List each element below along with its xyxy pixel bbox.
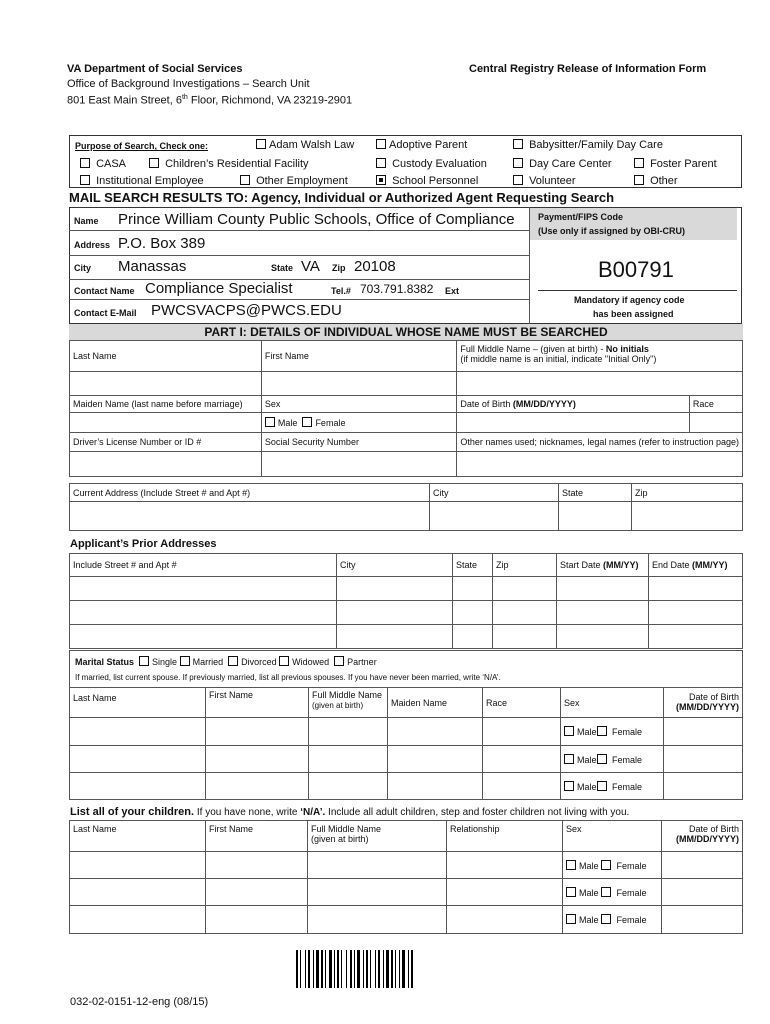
barcode-bar xyxy=(411,950,413,988)
email-label: Contact E-Mail xyxy=(74,308,137,318)
checkbox-male[interactable] xyxy=(564,754,574,764)
table-cell[interactable] xyxy=(483,718,561,746)
table-cell[interactable] xyxy=(70,746,206,773)
table-cell[interactable] xyxy=(447,906,563,934)
table-cell[interactable] xyxy=(493,577,557,601)
prior-state-label: State xyxy=(453,554,493,577)
ssn-input[interactable] xyxy=(261,452,456,477)
table-cell[interactable] xyxy=(483,773,561,800)
dl-label: Driver’s License Number or ID # xyxy=(70,433,262,452)
city-field[interactable]: Manassas xyxy=(118,258,187,275)
barcode-bar xyxy=(341,950,342,988)
table-cell[interactable] xyxy=(557,577,649,601)
tel-field[interactable]: 703.791.8382 xyxy=(360,282,434,296)
spouse-table xyxy=(69,687,743,800)
checkbox-other[interactable] xyxy=(634,175,644,185)
ssn-label: Social Security Number xyxy=(261,433,456,452)
checkbox-school-checked[interactable] xyxy=(376,175,386,185)
table-cell[interactable] xyxy=(206,906,308,934)
last-name-input[interactable] xyxy=(70,372,262,396)
fips-note: (Use only if assigned by OBI-CRU) xyxy=(538,226,686,236)
children-heading: List all of your children. If you have none, write ‘N/A’. Include all adult children, step and foster children not living with you. xyxy=(70,806,630,818)
purpose-option-other[interactable]: Other xyxy=(634,175,678,187)
office-name: Office of Background Investigations – Search Unit xyxy=(67,78,310,90)
contact-name-field[interactable]: Compliance Specialist xyxy=(145,280,293,297)
checkbox-divorced[interactable] xyxy=(228,656,238,666)
mandatory-note-2: has been assigned xyxy=(593,309,674,319)
middle-name-label: Full Middle Name – (given at birth) - No initials (if middle name is an initial, indicate "Initial Only") xyxy=(457,341,743,372)
barcode-bar xyxy=(337,950,339,988)
agency-name: VA Department of Social Services xyxy=(67,63,243,75)
table-cell[interactable] xyxy=(309,746,388,773)
table-cell[interactable] xyxy=(664,718,743,746)
prior-addresses-heading: Applicant’s Prior Addresses xyxy=(70,538,217,550)
checkbox-female[interactable] xyxy=(601,887,611,897)
table-cell[interactable] xyxy=(483,746,561,773)
part1-heading: PART I: DETAILS OF INDIVIDUAL WHOSE NAME MUST BE SEARCHED xyxy=(69,324,743,340)
checkbox-institutional[interactable] xyxy=(80,175,90,185)
barcode-bar xyxy=(363,950,364,988)
purpose-option-institutional[interactable]: Institutional Employee xyxy=(80,175,204,187)
purpose-option-other-employment[interactable]: Other Employment xyxy=(240,175,348,187)
dob-input[interactable] xyxy=(457,413,689,433)
child-dob-label: Date of Birth (MM/DD/YYYY) xyxy=(662,821,743,852)
purpose-option-school[interactable]: School Personnel xyxy=(376,175,478,187)
table-row xyxy=(70,879,743,906)
divider xyxy=(69,230,529,231)
fips-line xyxy=(538,290,737,291)
sex-label: Sex xyxy=(261,396,456,413)
checkbox-male[interactable] xyxy=(564,781,574,791)
children-table xyxy=(69,820,743,934)
maiden-name-input[interactable] xyxy=(70,413,262,433)
sex-options: Male Female xyxy=(563,852,662,879)
sex-options: Male Female xyxy=(261,413,456,433)
table-cell[interactable] xyxy=(309,718,388,746)
child-middle-label: Full Middle Name (given at birth) xyxy=(308,821,447,852)
table-cell[interactable] xyxy=(206,852,308,879)
barcode-bar xyxy=(325,950,326,988)
table-cell[interactable] xyxy=(70,879,206,906)
barcode-bar xyxy=(395,950,396,988)
divider xyxy=(69,279,529,280)
barcode-bar xyxy=(408,950,409,988)
table-row xyxy=(70,773,743,800)
barcode-bar xyxy=(346,950,347,988)
zip-label: Zip xyxy=(332,263,346,273)
sex-options: Male Female xyxy=(563,879,662,906)
checkbox-female[interactable] xyxy=(601,914,611,924)
table-cell[interactable] xyxy=(557,625,649,649)
table-cell[interactable] xyxy=(308,852,447,879)
address-label: Address xyxy=(74,240,111,250)
table-cell[interactable] xyxy=(388,773,483,800)
current-address-input[interactable] xyxy=(70,502,430,531)
purpose-option-adam-walsh[interactable]: Adam Walsh Law xyxy=(256,139,354,151)
table-cell[interactable] xyxy=(337,625,453,649)
barcode-bar xyxy=(370,950,371,988)
barcode-bar xyxy=(321,950,323,988)
child-first-name-label: First Name xyxy=(206,821,308,852)
barcode-bar xyxy=(354,950,355,988)
sex-options: Male Female xyxy=(561,746,664,773)
table-cell[interactable] xyxy=(662,879,743,906)
current-zip-input[interactable] xyxy=(632,502,743,531)
barcode-bar xyxy=(350,950,352,988)
checkbox-widowed[interactable] xyxy=(279,656,289,666)
city-col-label: City xyxy=(430,484,559,502)
office-address: 801 East Main Street, 6th Floor, Richmond, VA 23219-2901 xyxy=(67,94,353,107)
checkbox-female[interactable] xyxy=(601,860,611,870)
checkbox-custody[interactable] xyxy=(376,158,386,168)
table-cell[interactable] xyxy=(70,852,206,879)
checkbox-babysitter[interactable] xyxy=(513,139,523,149)
checkbox-other-employment[interactable] xyxy=(240,175,250,185)
table-cell[interactable] xyxy=(649,625,743,649)
form-title: Central Registry Release of Information Form xyxy=(469,63,707,75)
table-cell[interactable] xyxy=(206,746,309,773)
table-cell[interactable] xyxy=(308,906,447,934)
last-name-label: Last Name xyxy=(70,341,262,372)
middle-name-input[interactable] xyxy=(457,372,743,396)
table-row xyxy=(70,906,743,934)
purpose-option-babysitter[interactable]: Babysitter/Family Day Care xyxy=(513,139,663,151)
spouse-last-name-label: Last Name xyxy=(70,688,206,718)
table-cell[interactable] xyxy=(70,625,337,649)
zip-col-label: Zip xyxy=(632,484,743,502)
state-label: State xyxy=(271,263,294,273)
address-field[interactable]: P.O. Box 389 xyxy=(118,235,206,252)
barcode-bar xyxy=(402,950,405,988)
purpose-option-casa[interactable]: CASA xyxy=(80,158,126,170)
table-cell[interactable] xyxy=(309,773,388,800)
barcode-bar xyxy=(296,950,298,988)
checkbox-female[interactable] xyxy=(597,726,607,736)
table-cell[interactable] xyxy=(664,746,743,773)
prior-addresses-table xyxy=(69,553,743,649)
table-cell[interactable] xyxy=(70,906,206,934)
race-label: Race xyxy=(689,396,742,413)
child-sex-label: Sex xyxy=(563,821,662,852)
name-label: Name xyxy=(74,216,99,226)
checkbox-day-care[interactable] xyxy=(513,158,523,168)
spouse-race-label: Race xyxy=(483,688,561,718)
checkbox-partner[interactable] xyxy=(334,656,344,666)
first-name-label: First Name xyxy=(261,341,456,372)
checkbox-male[interactable] xyxy=(564,726,574,736)
table-row xyxy=(70,718,743,746)
mail-heading: MAIL SEARCH RESULTS TO: Agency, Individual or Authorized Agent Requesting Search xyxy=(69,190,615,205)
race-input[interactable] xyxy=(689,413,742,433)
checkbox-male[interactable] xyxy=(566,860,576,870)
table-cell[interactable] xyxy=(337,601,453,625)
checkbox-foster[interactable] xyxy=(634,158,644,168)
prior-city-label: City xyxy=(337,554,453,577)
current-city-input[interactable] xyxy=(430,502,559,531)
marital-note: If married, list current spouse. If previously married, list all previous spouses. If you have never been married, write ‘N/A’. xyxy=(75,673,501,682)
barcode-bar xyxy=(305,950,306,988)
purpose-option-day-care[interactable]: Day Care Center xyxy=(513,158,612,170)
checkbox-male[interactable] xyxy=(566,887,576,897)
table-cell[interactable] xyxy=(388,746,483,773)
purpose-label: Purpose of Search, Check one: xyxy=(75,141,209,151)
barcode-bar xyxy=(375,950,376,988)
barcode-bar xyxy=(313,950,314,988)
state-col-label: State xyxy=(559,484,632,502)
checkbox-male[interactable] xyxy=(566,914,576,924)
current-address-table xyxy=(69,483,743,531)
checkbox-female[interactable] xyxy=(302,417,312,427)
other-names-label: Other names used; nicknames, legal names (refer to instruction page) xyxy=(457,433,743,452)
table-cell[interactable] xyxy=(70,773,206,800)
prior-zip-label: Zip xyxy=(493,554,557,577)
prior-end-label: End Date (MM/YY) xyxy=(649,554,743,577)
first-name-input[interactable] xyxy=(261,372,456,396)
mandatory-note: Mandatory if agency code xyxy=(574,295,685,305)
table-row xyxy=(70,601,743,625)
other-names-input[interactable] xyxy=(457,452,743,477)
sex-options: Male Female xyxy=(561,773,664,800)
checkbox-adam-walsh[interactable] xyxy=(256,139,266,149)
barcode-bar xyxy=(399,950,400,988)
sex-options: Male Female xyxy=(561,718,664,746)
table-cell[interactable] xyxy=(453,625,493,649)
checkbox-volunteer[interactable] xyxy=(513,175,523,185)
purpose-option-residential[interactable]: Children’s Residential Facility xyxy=(149,158,309,170)
table-cell[interactable] xyxy=(557,601,649,625)
name-field[interactable]: Prince William County Public Schools, Office of Compliance xyxy=(118,211,515,228)
barcode xyxy=(296,950,475,988)
table-cell[interactable] xyxy=(493,601,557,625)
fips-code-field[interactable]: B00791 xyxy=(598,257,674,282)
barcode-bar xyxy=(334,950,335,988)
barcode-bar xyxy=(308,950,310,988)
table-cell[interactable] xyxy=(308,879,447,906)
checkbox-casa[interactable] xyxy=(80,158,90,168)
zip-field[interactable]: 20108 xyxy=(354,258,396,275)
barcode-bar xyxy=(316,950,319,988)
tel-label: Tel.# xyxy=(331,286,351,296)
purpose-option-adoptive-parent[interactable]: Adoptive Parent xyxy=(376,139,467,151)
table-cell[interactable] xyxy=(70,601,337,625)
dl-input[interactable] xyxy=(70,452,262,477)
current-address-label: Current Address (Include Street # and Apt #) xyxy=(70,484,430,502)
table-cell[interactable] xyxy=(453,577,493,601)
checkbox-residential[interactable] xyxy=(149,158,159,168)
maiden-name-label: Maiden Name (last name before marriage) xyxy=(70,396,262,413)
contact-name-label: Contact Name xyxy=(74,286,135,296)
table-row xyxy=(70,625,743,649)
purpose-option-volunteer[interactable]: Volunteer xyxy=(513,175,576,187)
ext-label: Ext xyxy=(445,286,460,296)
barcode-bar xyxy=(300,950,301,988)
table-cell[interactable] xyxy=(70,577,337,601)
table-cell[interactable] xyxy=(447,852,563,879)
checkbox-single[interactable] xyxy=(139,656,149,666)
checkbox-male[interactable] xyxy=(265,417,275,427)
email-field[interactable]: PWCSVACPS@PWCS.EDU xyxy=(151,302,342,319)
table-cell[interactable] xyxy=(70,718,206,746)
table-cell[interactable] xyxy=(493,625,557,649)
checkbox-adoptive-parent[interactable] xyxy=(376,139,386,149)
table-cell[interactable] xyxy=(662,852,743,879)
dob-label: Date of Birth (MM/DD/YYYY) xyxy=(457,396,689,413)
barcode-bar xyxy=(378,950,380,988)
table-cell[interactable] xyxy=(649,601,743,625)
divider xyxy=(69,255,529,256)
checkbox-female[interactable] xyxy=(597,781,607,791)
spouse-sex-label: Sex xyxy=(561,688,664,718)
barcode-bar xyxy=(383,950,384,988)
table-cell[interactable] xyxy=(206,773,309,800)
purpose-option-foster[interactable]: Foster Parent xyxy=(634,158,717,170)
spouse-dob-label: Date of Birth (MM/DD/YYYY) xyxy=(664,688,743,718)
child-last-name-label: Last Name xyxy=(70,821,206,852)
barcode-bar xyxy=(366,950,368,988)
table-cell[interactable] xyxy=(206,879,308,906)
part1-table xyxy=(69,340,743,477)
barcode-bar xyxy=(329,950,332,988)
barcode-bar xyxy=(386,950,389,988)
barcode-bar xyxy=(391,950,393,988)
prior-street-label: Include Street # and Apt # xyxy=(70,554,337,577)
table-row xyxy=(70,746,743,773)
table-cell[interactable] xyxy=(664,773,743,800)
child-relationship-label: Relationship xyxy=(447,821,563,852)
barcode-bar xyxy=(357,950,360,988)
table-cell[interactable] xyxy=(649,577,743,601)
current-state-input[interactable] xyxy=(559,502,632,531)
city-label: City xyxy=(74,263,92,273)
divider xyxy=(69,299,529,300)
fips-label: Payment/FIPS Code xyxy=(538,212,624,222)
spouse-maiden-label: Maiden Name xyxy=(388,688,483,718)
table-row xyxy=(70,577,743,601)
marital-status-row: Marital Status Single Married Divorced Widowed Partner xyxy=(75,657,377,667)
checkbox-married[interactable] xyxy=(180,656,190,666)
checkbox-female[interactable] xyxy=(597,754,607,764)
state-field[interactable]: VA xyxy=(301,258,320,275)
sex-options: Male Female xyxy=(563,906,662,934)
purpose-option-custody[interactable]: Custody Evaluation xyxy=(376,158,487,170)
spouse-first-name-label: First Name xyxy=(206,688,309,718)
table-cell[interactable] xyxy=(453,601,493,625)
table-cell[interactable] xyxy=(447,879,563,906)
table-cell[interactable] xyxy=(337,577,453,601)
table-cell[interactable] xyxy=(206,718,309,746)
table-row xyxy=(70,852,743,879)
table-cell[interactable] xyxy=(388,718,483,746)
table-cell[interactable] xyxy=(662,906,743,934)
prior-start-label: Start Date (MM/YY) xyxy=(557,554,649,577)
form-number: 032-02-0151-12-eng (08/15) xyxy=(70,996,209,1008)
spouse-middle-label: Full Middle Name (given at birth) xyxy=(309,688,388,718)
